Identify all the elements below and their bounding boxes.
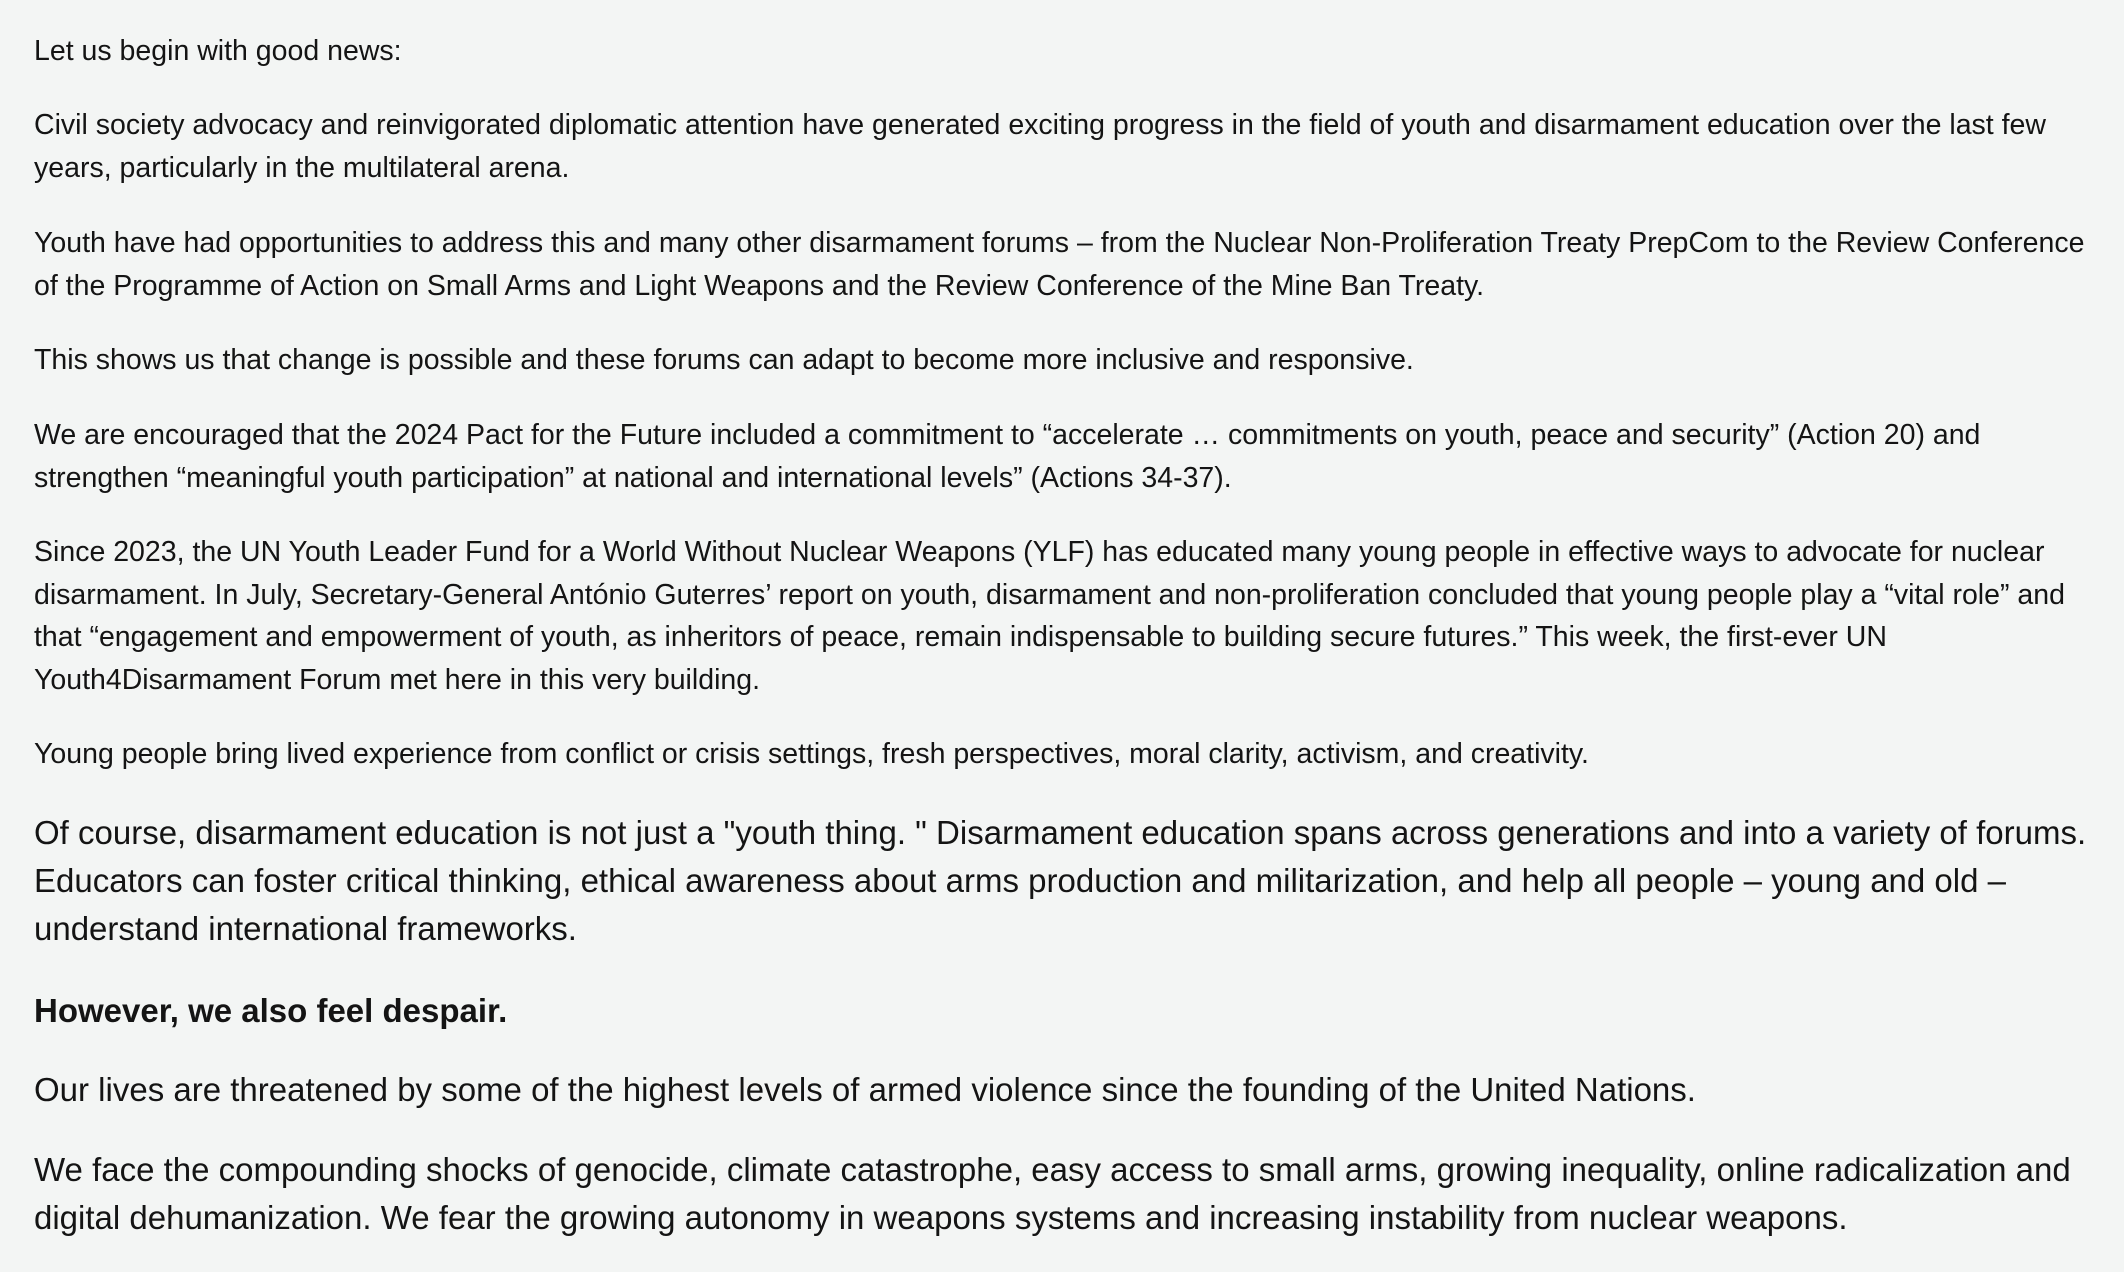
paragraph-pact-for-future: We are encouraged that the 2024 Pact for the Future included a commitment to “accelerate … commitments on youth, peace and security” (Action 20) and strengthen “meaningful youth participation” at national and international levels” (Actions 34-37). — [34, 419, 1981, 494]
paragraph-despair-heading: However, we also feel despair. — [34, 992, 508, 1029]
paragraph-youth-opportunities: Youth have had opportunities to address this and many other disarmament forums – from the Nuclear Non-Proliferation Treaty PrepCom to the Review Conference of the Programme of Action on Small Arms and Light Weapons and the Review Conference of the Mine Ban Treaty. — [34, 227, 2085, 302]
paragraph-lives-threatened: Our lives are threatened by some of the highest levels of armed violence since the founding of the United Nations. — [34, 1071, 1696, 1108]
paragraph-good-news-intro: Let us begin with good news: — [34, 35, 402, 67]
paragraph-compounding-shocks: We face the compounding shocks of genocide, climate catastrophe, easy access to small arms, growing inequality, online radicalization and digital dehumanization. We fear the growing autonomy in weapons systems and increasing instability from nuclear weapons. — [34, 1151, 2071, 1236]
paragraph-civil-society: Civil society advocacy and reinvigorated diplomatic attention have generated exciting progress in the field of youth and disarmament education over the last few years, particularly in the multilateral arena. — [34, 109, 2046, 184]
paragraph-change-possible: This shows us that change is possible and these forums can adapt to become more inclusive and responsive. — [34, 344, 1414, 376]
paragraph-not-youth-thing: Of course, disarmament education is not just a "youth thing. " Disarmament education spans across generations and into a variety of forums. Educators can foster critical thinking, ethical awareness about arms production and militarization, and help all people – young and old – understand international frameworks. — [34, 814, 2087, 947]
paragraph-youth-leader-fund: Since 2023, the UN Youth Leader Fund for a World Without Nuclear Weapons (YLF) has educated many young people in effective ways to advocate for nuclear disarmament. In July, Secretary-General António Guterres’ report on youth, disarmament and non-proliferation concluded that young people play a “vital role” and that “engagement and empowerment of youth, as inheritors of peace, remain indispensable to building secure futures.” This week, the first-ever UN Youth4Disarmament Forum met here in this very building. — [34, 536, 2065, 696]
paragraph-young-people-bring: Young people bring lived experience from conflict or crisis settings, fresh perspectives, moral clarity, activism, and creativity. — [34, 738, 1589, 770]
